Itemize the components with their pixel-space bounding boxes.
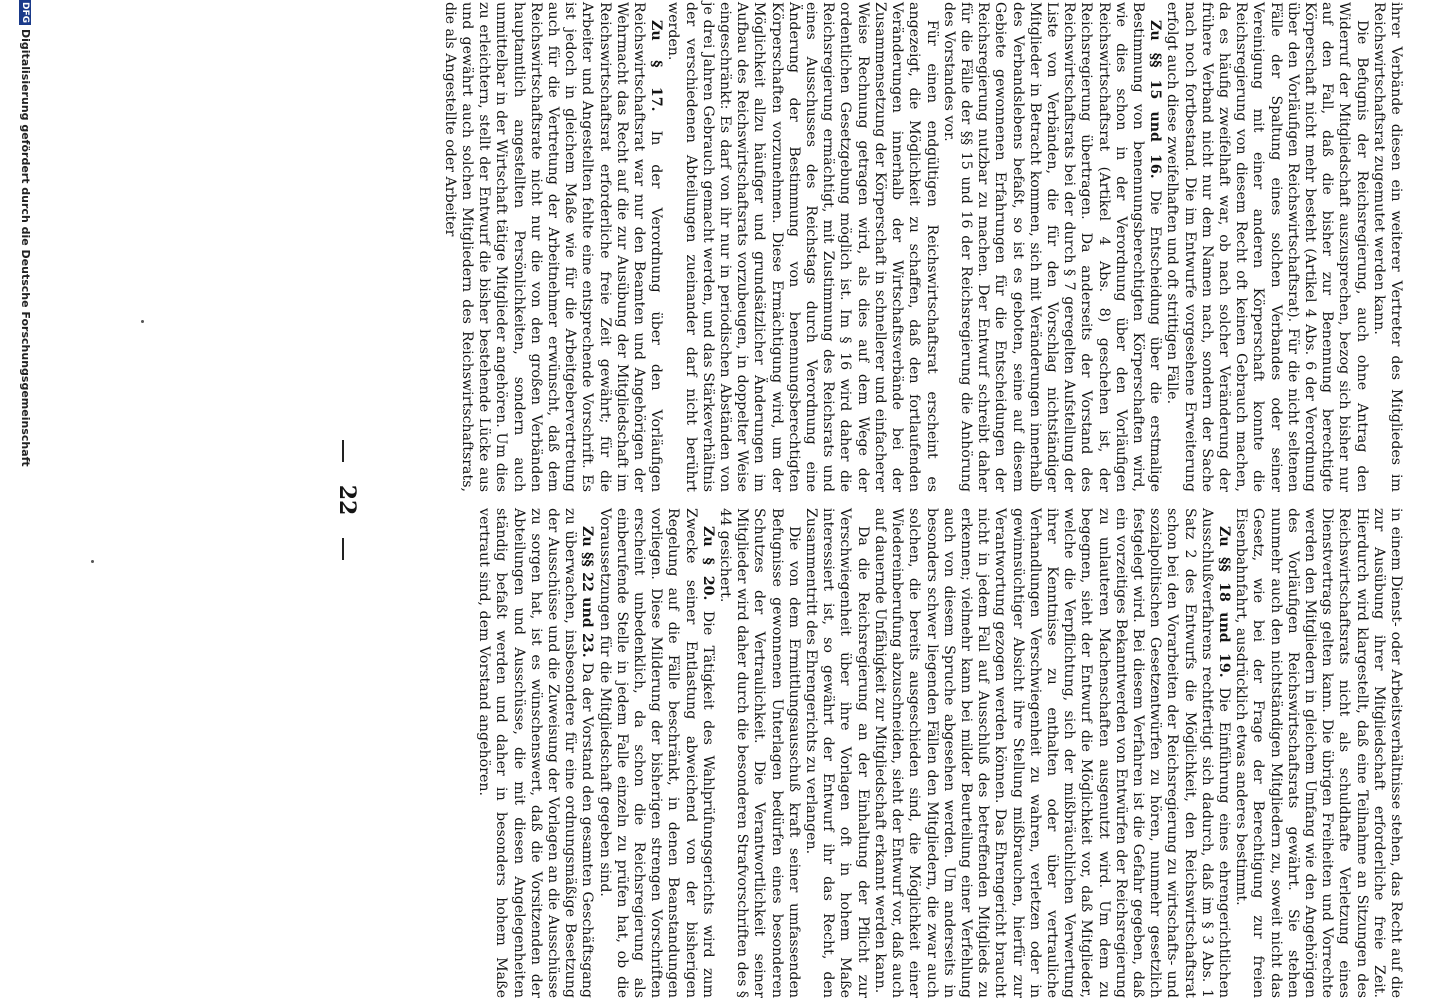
paragraph (441, 2, 665, 492)
paragraph-text: Da der Vorstand den gesamten Geschäftsgang zu überwachen, insbesondere für eine ordnungsmäßige Besetzung der Ausschüsse und die Zuweisung der Vorlagen an die Ausschüsse zu sorgen hat, ist es wünschenswert, daß die Vorsitzenden der Abteilungen und Ausschüsse, die mit diesen Angelegenheiten ständig befaßt werden und daher in besonders hohem Maße vertraut sind, dem Vorstand angehören. (476, 508, 596, 998)
digitization-footer (19, 0, 32, 1000)
paragraph (802, 508, 871, 998)
text-column-left (441, 2, 1404, 492)
footer-credit: Digitalisierung gefördert durch die Deutsche Forschungsgemeinschaft (19, 29, 32, 467)
page-number-dash-left (342, 440, 344, 462)
scan-speck (141, 320, 144, 323)
paragraph-text: Die Tätigkeit des Wahlprüfungsgerichts wird zum Zwecke seiner Entlastung abweichend von der bisherigen Regelung auf die Fälle beschränkt, in denen Beanstandungen vorliegen. Diese Milderung der bisherigen strengen Vorschriften erscheint unbedenklich, da schon die Reichsregierung als einberufende Stelle in jedem Falle einzeln zu prüfen hat, ob die Voraussetzungen für die Mitgliedschaft gegeben sind. (596, 508, 716, 999)
text-column-right (475, 508, 1404, 998)
paragraph (716, 508, 802, 998)
paragraph (1370, 2, 1404, 492)
paragraph (871, 508, 1232, 998)
section-heading: Zu § 17. (648, 20, 665, 112)
paragraph (1163, 2, 1369, 492)
page-number: 22 (334, 484, 360, 516)
paragraph (475, 508, 595, 998)
section-heading: Zu §§ 18 und 19. (1215, 526, 1232, 678)
paragraph (940, 2, 1164, 492)
paragraph (595, 508, 715, 998)
section-heading: Zu §§ 15 und 16. (1147, 20, 1164, 179)
paragraph-text: Für einen endgültigen Reichswirtschaftsrat erscheint es angezeigt, die Möglichkeit zu schaffen, daß den fortlaufenden Veränderungen innerhalb der Wirtschaftsverbände bei der Zusammensetzung der Körperschaft in schnellerer und einfacherer Weise Rechnung getragen wird, als dies auf dem Wege der ordentlichen Gesetzgebung möglich ist. Im § 16 wird daher die Reichsregierung ermächtigt, mit Zustimmung des Reichsrats und eines Ausschusses des Reichstags durch Verordnung eine Änderung der Bestimmung von benennungsberechtigten Körperschaften vorzunehmen. Diese Ermächtigung wird, um der Möglichkeit allzu häufiger und grundsätzlicher Änderungen im Aufbau des Reichswirtschaftsrats vorzubeugen, in doppelter Weise eingeschränkt: Es darf von ihr nur in periodischen Abständen von je drei Jahren Gebrauch gemacht werden, und das Stärkeverhältnis der verschiedenen Abteilungen zueinander darf nicht berührt werden. (665, 2, 940, 492)
section-heading: Zu §§ 22 und 23. (579, 526, 596, 658)
section-heading: Zu § 20. (699, 526, 716, 601)
paragraph (1232, 508, 1404, 998)
paragraph-text: Die von dem Ermittlungsausschuß kraft seiner umfassenden Befugnisse gewonnenen Unterlagen bedürfen eines besonderen Schutzes der Vertraulichkeit. Die Verantwortlichkeit seiner Mitglieder wird daher durch die besonderen Strafvorschriften des § 44 gesichert. (717, 508, 802, 998)
paragraph-text: In der Verordnung über den Vorläufigen Reichswirtschaftsrat war nur den Beamten und Angehörigen der Wehrmacht das Recht auf die zur Ausübung der Mitgliedschaft im Reichswirtschaftsrat erforderliche freie Zeit gewährt; für die Arbeiter und Angestellten fehlte eine entsprechende Vorschrift. Es ist jedoch in gleichem Maße wie für die Arbeitgebervertretung auch für die Vertretung der Arbeitnehmer erwünscht, daß dem Reichswirtschaftsrate nicht nur die von den großen Verbänden hauptamtlich angestellten Persönlichkeiten, sondern auch unmittelbar in der Wirtschaft tätige Mitglieder angehören. Um dies zu erleichtern, stellt der Entwurf die bisher bestehende Lücke aus und gewährt auch solchen Mitgliedern des Reichswirtschaftsrats, die als Angestellte oder Arbeiter (441, 2, 665, 492)
page-number-dash-right (342, 538, 344, 560)
dfg-logo: DFG (20, 2, 30, 24)
scan-speck (91, 560, 94, 563)
paragraph (664, 2, 939, 492)
paragraph-text: Die Befugnis der Reichsregierung, auch ohne Antrag den Widerruf der Mitgliedschaft auszusprechen, bezog sich bisher nur auf den Fall, daß die bisher zur Benennung berechtigte Körperschaft nicht mehr besteht (Artikel 4 Abs. 6 der Verordnung über den Vorläufigen Reichswirtschaftsrat). Für die nicht seltenen Fälle der Spaltung eines solchen Verbandes oder seiner Vereinigung mit einer anderen Körperschaft konnte die Reichsregierung von diesem Recht oft keinen Gebrauch machen, da es häufig zweifelhaft war, ob nach solcher Veränderung der frühere Verband nicht nur dem Namen nach, sondern der Sache nach noch fortbestand. Die im Entwurfe vorgesehene Erweiterung erfolgt auch diese zweifelhaften und oft strittigen Fälle. (1164, 2, 1370, 492)
paragraph-text: Da die Reichsregierung an der Einhaltung der Pflicht zur Verschwiegenheit über ihre Vorlagen oft in hohem Maße interessiert ist, so gewährt der Entwurf ihr das Recht, den Zusammentritt des Ehrengerichts zu verlangen. (803, 508, 871, 998)
paragraph-text: Die Entscheidung über die erstmalige Bestimmung von benennungsberechtigten Körperschaften wird, wie dies schon in der Verordnung über den Vorläufigen Reichswirtschaftsrat (Artikel 4 Abs. 8) geschehen ist, der Reichsregierung übertragen. Da anderseits der Vorstand des Reichswirtschaftsrats bei der durch § 7 geregelten Aufstellung der Liste von Verbänden, die für den Vorschlag nichtständiger Mitglieder in Betracht kommen, sich mit Veränderungen innerhalb des Verbandslebens befaßt, so ist es geboten, seine auf diesem Gebiete gewonnenen Erfahrungen für die Entscheidungen der Reichsregierung nutzbar zu machen. Der Entwurf schreibt daher für die Fälle der §§ 15 und 16 der Reichsregierung die Anhörung des Vorstandes vor. (940, 2, 1164, 493)
paragraph-text: in einem Dienst- oder Arbeitsverhältnisse stehen, das Recht auf die zur Ausübung ihrer Mitgliedschaft erforderliche freie Zeit. Hierdurch wird klargestellt, daß eine Teilnahme an Sitzungen des Reichswirtschaftsrats nicht als schuldhafte Verletzung eines Dienstvertrags gelten kann. Die übrigen Freiheiten und Vorrechte werden den Mitgliedern in gleichem Umfang wie den Angehörigen des Vorläufigen Reichswirtschaftsrats gewährt. Sie stehen nunmehr auch den nichtständigen Mitgliedern zu, soweit nicht das Gesetz, wie bei der Frage der Berechtigung zur freien Eisenbahnfahrt, ausdrücklich etwas anderes bestimmt. (1233, 508, 1404, 998)
paragraph-text: ihrer Verbände diesen ein weiterer Vertreter des Mitgliedes im Reichswirtschaftsrat zugemutet werden kann. (1370, 2, 1404, 492)
paragraph-text: Die Einführung eines ehrengerichtlichen Ausschlußverfahrens rechtfertigt sich dadurch, daß im § 3 Abs. 1 Satz 2 des Entwurfs die Möglichkeit, den Reichswirtschaftsrat schon bei den Vorarbeiten der Reichsregierung zu wirtschafts- und sozialpolitischen Gesetzentwürfen zu hören, nunmehr gesetzlich festgelegt wird. Bei diesem Verfahren ist die Gefahr gegeben, daß ein vorzeitiges Bekanntwerden von Entwürfen der Reichsregierung zu unlauteren Machenschaften ausgenutzt wird. Um dem zu begegnen, sieht der Entwurf die Möglichkeit vor, daß Mitglieder, welche die Verpflichtung, sich der mißbräuchlichen Verwertung ihrer Kenntnisse zu enthalten oder über vertrauliche Verhandlungen Verschwiegenheit zu wahren, verletzen oder in gewinnsüchtiger Absicht ihre Stellung mißbrauchen, hierfür zur Verantwortung gezogen werden können. Das Ehrengericht braucht nicht in jedem Fall auf Ausschluß des betreffenden Mitglieds zu erkennen; vielmehr kann bei milder Beurteilung einer Verfehlung auch von diesem Spruche abgesehen werden. Um anderseits in besonders schwer liegenden Fällen den Mitgliedern, die zwar auch solchen, die bereits ausgeschieden sind, die Möglichkeit einer Wiedereinberufung abzuschneiden, sieht der Entwurf vor, daß auch auf dauernde Unfähigkeit zur Mitgliedschaft erkannt werden kann. (871, 508, 1232, 999)
